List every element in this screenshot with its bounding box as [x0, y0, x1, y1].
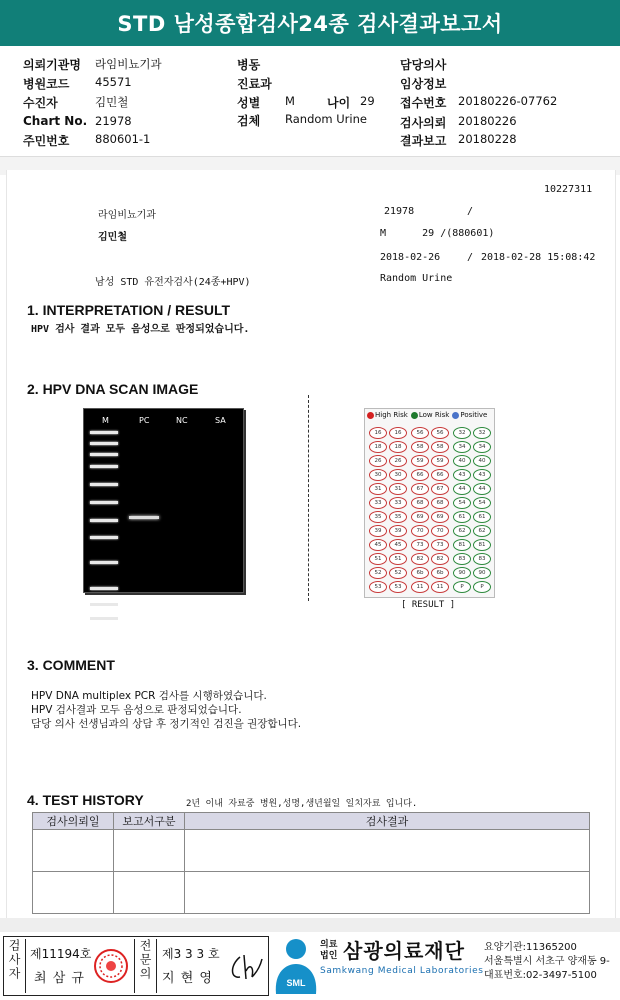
- gel-ladder-band: [90, 561, 118, 564]
- legend-dot-icon: [411, 412, 418, 419]
- comment-line: 담당 의사 선생님과의 상담 후 정기적인 검진을 권장합니다.: [31, 718, 302, 730]
- org-address: 서울특별시 서초구 양재동 9-: [484, 956, 610, 967]
- label-reception-no: 접수번호: [400, 96, 447, 110]
- gel-lane-sa-label: SA: [215, 416, 226, 425]
- value-specimen: Random Urine: [285, 112, 367, 126]
- value-resident-no: 880601-1: [95, 132, 151, 146]
- gel-ladder-band: [90, 617, 118, 620]
- value-patient: 김민철: [95, 95, 129, 109]
- history-col-report-type: 보고서구분: [114, 813, 185, 830]
- hpv-result-board: [364, 408, 495, 598]
- board-well: 61: [453, 511, 471, 523]
- legend-item: [452, 411, 487, 419]
- sml-logo-icon: [272, 936, 320, 994]
- board-well: 26: [389, 455, 407, 467]
- org-phone: 대표번호:02-3497-5100: [484, 970, 597, 981]
- org-prefix: [320, 940, 337, 962]
- legend-item: [411, 411, 450, 419]
- label-specimen: 검체: [237, 114, 261, 128]
- board-well: 30: [369, 469, 387, 481]
- value-reception-no: 20180226-07762: [458, 94, 558, 108]
- gel-ladder-band: [90, 453, 118, 456]
- specialist-label: 전문의: [134, 939, 157, 993]
- board-well: 62: [453, 525, 471, 537]
- board-well: 82: [431, 553, 449, 565]
- board-well: 39: [369, 525, 387, 537]
- board-well: 61: [473, 511, 491, 523]
- board-well: 18: [389, 441, 407, 453]
- gel-ladder-band: [90, 587, 118, 590]
- org-care-code: 요양기관:11365200: [484, 942, 577, 953]
- label-doctor: 담당의사: [400, 58, 447, 72]
- logo-text: SML: [286, 978, 306, 988]
- gel-electrophoresis-image: [83, 408, 244, 593]
- board-well: 69: [411, 511, 429, 523]
- board-well: 67: [431, 483, 449, 495]
- section-comment-title: 3. COMMENT: [27, 657, 115, 673]
- value-hospital-code: 45571: [95, 75, 132, 89]
- board-legend: [367, 411, 492, 423]
- report-date-to: 2018-02-28 15:08:42: [481, 252, 596, 263]
- report-sex-age-id: M 29 /(880601): [380, 228, 495, 239]
- board-well: 44: [453, 483, 471, 495]
- history-col-result: 검사결과: [185, 813, 590, 830]
- board-well: 32: [453, 427, 471, 439]
- board-well: 31: [369, 483, 387, 495]
- section-history-note: 2년 이내 자료중 병원,성명,생년월일 일치자료 입니다.: [186, 799, 418, 809]
- board-well: 68: [431, 497, 449, 509]
- board-well: 6b: [411, 567, 429, 579]
- label-department: 진료과: [237, 77, 272, 91]
- board-well: 68: [411, 497, 429, 509]
- table-row: [33, 872, 590, 914]
- org-english-name: Samkwang Medical Laboratories: [320, 966, 484, 976]
- gel-ladder-band: [90, 465, 118, 468]
- label-resident-no: 주민번호: [23, 134, 70, 148]
- label-sex: 성별: [237, 96, 261, 110]
- specialist-license-no: 제3 3 3 호: [162, 947, 220, 961]
- board-well: 51: [369, 553, 387, 565]
- table-row: [33, 830, 590, 872]
- label-report-date: 결과보고: [400, 134, 447, 148]
- board-well: 90: [473, 567, 491, 579]
- board-well: 70: [431, 525, 449, 537]
- specialist-name: 지 현 영: [162, 971, 213, 986]
- gel-ladder-band: [90, 519, 118, 522]
- board-well: 53: [369, 581, 387, 593]
- board-well: 73: [411, 539, 429, 551]
- board-well: 44: [473, 483, 491, 495]
- legend-label: Positive: [460, 411, 488, 419]
- board-well: 43: [473, 469, 491, 481]
- gel-ladder-band: [90, 483, 118, 486]
- board-well: 58: [431, 441, 449, 453]
- history-table-header: [33, 813, 590, 830]
- board-well: 51: [389, 553, 407, 565]
- board-well: 45: [369, 539, 387, 551]
- patient-info-panel: [0, 46, 620, 156]
- board-well: 53: [389, 581, 407, 593]
- board-well: 34: [453, 441, 471, 453]
- org-prefix-line: 법인: [320, 951, 338, 961]
- report-code: 10227311: [544, 184, 593, 195]
- label-hospital-code: 병원코드: [23, 77, 70, 91]
- gel-ladder-band: [90, 501, 118, 504]
- specialist-signature-icon: [226, 951, 264, 985]
- board-well: 82: [411, 553, 429, 565]
- value-request-date: 20180226: [458, 114, 517, 128]
- board-well: P: [453, 581, 471, 593]
- board-well: 31: [389, 483, 407, 495]
- tester-seal-icon: [92, 945, 130, 987]
- legend-dot-icon: [452, 412, 459, 419]
- section-interpretation-text: HPV 검사 결과 모두 음성으로 판정되었습니다.: [31, 324, 250, 335]
- label-patient: 수진자: [23, 96, 58, 110]
- comment-line: HPV 검사결과 모두 음성으로 판정되었습니다.: [31, 704, 242, 716]
- report-slash-1: /: [467, 206, 474, 217]
- footer: [0, 932, 620, 1000]
- comment-lines: [31, 689, 301, 731]
- section-history-title: 4. TEST HISTORY: [27, 792, 144, 808]
- report-test-name: 남성 STD 유전자검사(24종+HPV): [95, 277, 251, 288]
- board-grid: [369, 427, 491, 595]
- report-slash-2: /: [467, 252, 474, 263]
- label-clinical-info: 임상정보: [400, 77, 447, 91]
- tester-label: 검사자: [6, 939, 26, 993]
- board-well: 40: [453, 455, 471, 467]
- board-well: 6b: [431, 567, 449, 579]
- board-well: 70: [411, 525, 429, 537]
- board-well: 66: [431, 469, 449, 481]
- board-well: P: [473, 581, 491, 593]
- report-patient-name: 김민철: [98, 232, 127, 243]
- board-well: 83: [473, 553, 491, 565]
- report-chart-no: 21978: [384, 206, 415, 217]
- org-name: 삼광의료재단: [343, 939, 465, 963]
- label-age: 나이: [327, 96, 351, 110]
- board-well: 33: [389, 497, 407, 509]
- board-well: 73: [431, 539, 449, 551]
- value-requesting-institution: 라임비뇨기과: [95, 57, 162, 71]
- gel-ladder-band: [90, 603, 118, 606]
- board-well: 35: [369, 511, 387, 523]
- board-well: 39: [389, 525, 407, 537]
- report-title: STD 남성종합검사24종 검사결과보고서: [0, 0, 620, 46]
- board-well: 45: [389, 539, 407, 551]
- comment-line: HPV DNA multiplex PCR 검사를 시행하였습니다.: [31, 690, 267, 702]
- board-well: 52: [389, 567, 407, 579]
- value-chart-no: 21978: [95, 114, 132, 128]
- section-scan-image-title: 2. HPV DNA SCAN IMAGE: [27, 381, 199, 397]
- board-well: 81: [473, 539, 491, 551]
- board-well: 54: [453, 497, 471, 509]
- image-divider: [308, 395, 309, 601]
- legend-item: [367, 411, 408, 419]
- gel-lane-pc-label: PC: [139, 416, 150, 425]
- board-well: 83: [453, 553, 471, 565]
- tester-name: 최 삼 규: [34, 971, 85, 986]
- org-prefix-line: 의료: [320, 940, 338, 950]
- value-report-date: 20180228: [458, 132, 517, 146]
- tester-license-no: 제11194호: [30, 947, 92, 961]
- section-interpretation-title: 1. INTERPRETATION / RESULT: [27, 302, 231, 318]
- board-well: 67: [411, 483, 429, 495]
- board-well: 90: [453, 567, 471, 579]
- board-well: 11: [431, 581, 449, 593]
- board-well: 33: [369, 497, 387, 509]
- bottom-band: [0, 918, 620, 932]
- report-hospital: 라임비뇨기과: [98, 210, 156, 221]
- value-sex: M: [285, 94, 295, 108]
- label-requesting-institution: 의뢰기관명: [23, 58, 81, 72]
- gel-ladder-band: [90, 536, 118, 539]
- board-well: 32: [473, 427, 491, 439]
- legend-dot-icon: [367, 412, 374, 419]
- board-well: 66: [411, 469, 429, 481]
- board-well: 54: [473, 497, 491, 509]
- board-well: 69: [431, 511, 449, 523]
- value-age: 29: [360, 94, 375, 108]
- board-well: 30: [389, 469, 407, 481]
- board-well: 52: [369, 567, 387, 579]
- gel-lane-m-label: M: [102, 416, 109, 425]
- report-specimen: Random Urine: [380, 273, 453, 284]
- board-well: 59: [431, 455, 449, 467]
- gel-ladder-band: [90, 431, 118, 434]
- board-well: 59: [411, 455, 429, 467]
- label-request-date: 검사의뢰: [400, 116, 447, 130]
- signature-box: [3, 936, 269, 996]
- gel-lane-nc-label: NC: [176, 416, 188, 425]
- board-well: 11: [411, 581, 429, 593]
- board-well: 40: [473, 455, 491, 467]
- board-well: 58: [411, 441, 429, 453]
- board-result-caption: [ RESULT ]: [401, 600, 456, 610]
- gel-ladder-band: [90, 442, 118, 445]
- board-well: 34: [473, 441, 491, 453]
- board-well: 26: [369, 455, 387, 467]
- board-well: 35: [389, 511, 407, 523]
- history-table: [32, 812, 590, 914]
- board-well: 62: [473, 525, 491, 537]
- board-well: 16: [389, 427, 407, 439]
- label-chart-no: Chart No.: [23, 114, 88, 128]
- board-well: 18: [369, 441, 387, 453]
- board-well: 16: [369, 427, 387, 439]
- report-date-from: 2018-02-26: [380, 252, 441, 263]
- gel-positive-control-band: [129, 516, 159, 519]
- board-well: 56: [411, 427, 429, 439]
- history-col-request-date: 검사의뢰일: [33, 813, 114, 830]
- board-well: 81: [453, 539, 471, 551]
- board-well: 43: [453, 469, 471, 481]
- legend-label: High Risk: [375, 411, 408, 419]
- board-well: 56: [431, 427, 449, 439]
- label-ward: 병동: [237, 58, 261, 72]
- legend-label: Low Risk: [418, 411, 450, 419]
